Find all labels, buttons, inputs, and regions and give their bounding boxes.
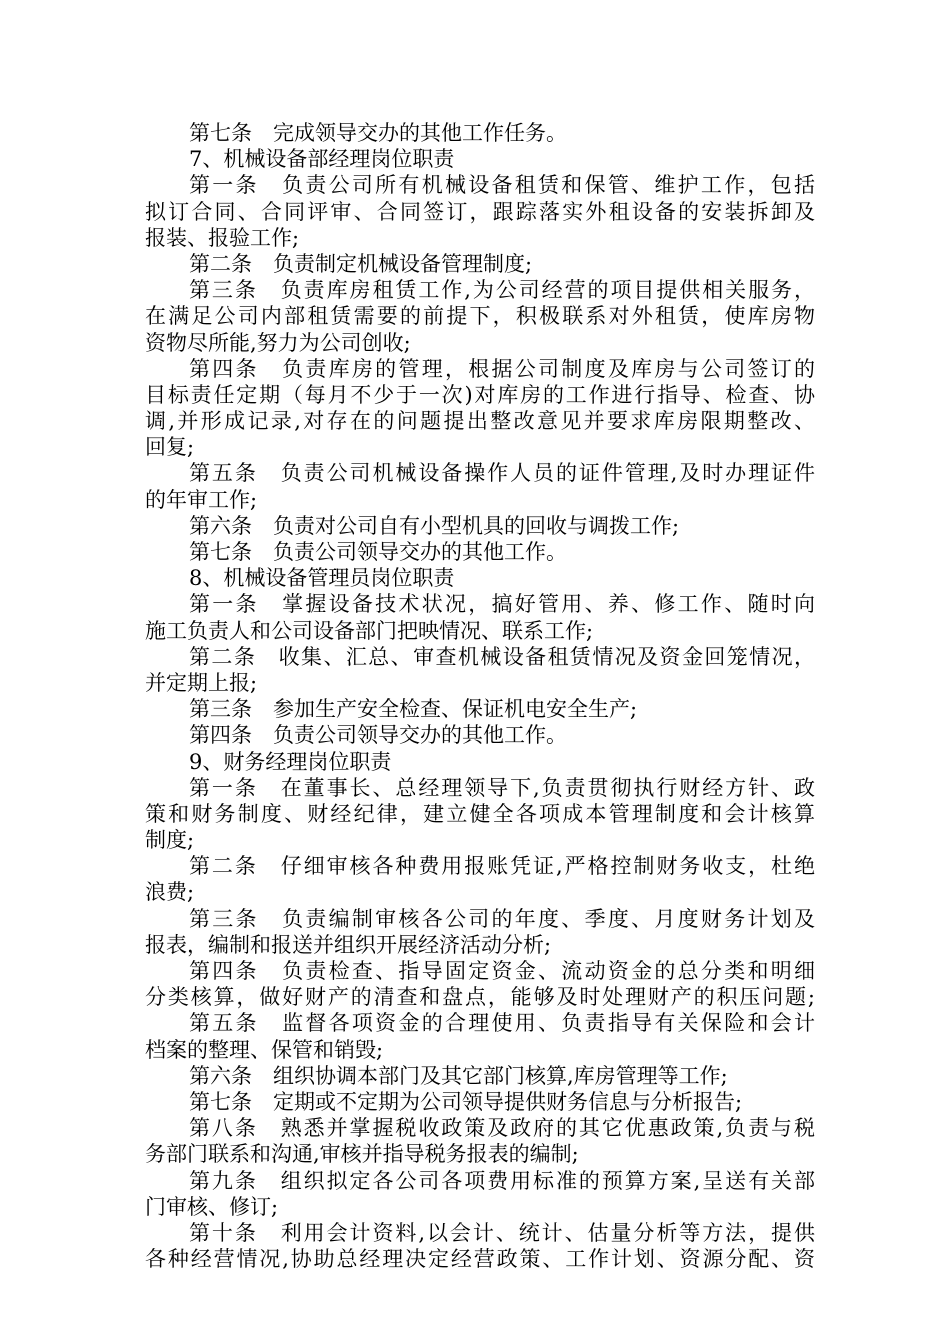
text-line: 第一条 负责公司所有机械设备租赁和保管、维护工作，包括 [189,173,815,198]
text-line: 目标责任定期（每月不少于一次)对库房的工作进行指导、检查、协 [145,382,815,407]
text-line: 第二条 负责制定机械设备管理制度; [189,251,533,276]
text-line: 第一条 掌握设备技术状况，搞好管用、养、修工作、随时向 [189,592,815,617]
text-line: 第一条 在董事长、总经理领导下,负责贯彻执行财经方针、政 [189,775,815,800]
text-line: 报装、报验工作; [145,225,300,250]
text-line: 务部门联系和沟通,审核并指导税务报表的编制; [145,1142,579,1167]
text-line: 第八条 熟悉并掌握税收政策及政府的其它优惠政策,负责与税 [189,1116,815,1141]
text-line: 7、机械设备部经理岗位职责 [189,147,455,172]
text-line: 第二条 仔细审核各种费用报账凭证,严格控制财务收支，杜绝 [189,854,815,879]
text-line: 第三条 负责库房租赁工作,为公司经营的项目提供相关服务， [189,278,815,303]
text-line: 拟订合同、合同评审、合同签订，跟踪落实外租设备的安装拆卸及 [145,199,815,224]
text-line: 第四条 负责公司领导交办的其他工作。 [189,723,567,748]
text-line: 第六条 组织协调本部门及其它部门核算,库房管理等工作; [189,1063,728,1088]
text-line: 调,并形成记录,对存在的问题提出整改意见并要求库房限期整改、 [145,409,815,434]
text-line: 第七条 定期或不定期为公司领导提供财务信息与分析报告; [189,1089,743,1114]
text-line: 第九条 组织拟定各公司各项费用标准的预算方案,呈送有关部 [189,1168,815,1193]
text-line: 资物尽所能,努力为公司创收; [145,330,411,355]
text-line: 在满足公司内部租赁需要的前提下，积极联系对外租赁，使库房物 [145,304,815,329]
text-line: 第二条 收集、汇总、审查机械设备租赁情况及资金回笼情况， [189,644,815,669]
text-line: 第七条 完成领导交办的其他工作任务。 [189,121,567,145]
text-line: 第三条 负责编制审核各公司的年度、季度、月度财务计划及 [189,906,815,931]
text-line: 回复; [145,435,195,460]
text-line: 9、财务经理岗位职责 [189,749,392,774]
text-line: 第五条 负责公司机械设备操作人员的证件管理,及时办理证件 [189,461,815,486]
text-line: 的年审工作; [145,487,258,512]
text-line: 第七条 负责公司领导交办的其他工作。 [189,540,567,564]
text-line: 浪费; [145,880,195,905]
text-line: 门审核、修订; [145,1194,279,1219]
text-line: 第五条 监督各项资金的合理使用、负责指导有关保险和会计 [189,1011,815,1036]
text-line: 并定期上报; [145,670,258,695]
text-line: 策和财务制度、财经纪律，建立健全各项成本管理制度和会计核算 [145,801,815,826]
text-line: 第六条 负责对公司自有小型机具的回收与调拨工作; [189,513,680,538]
text-line: 档案的整理、保管和销毁; [145,1037,384,1062]
text-line: 报表，编制和报送并组织开展经济活动分析; [145,932,552,957]
text-line: 分类核算，做好财产的清查和盘点，能够及时处理财产的积压问题; [145,985,815,1010]
document-page [145,120,815,1272]
text-line: 第三条 参加生产安全检查、保证机电安全生产; [189,697,638,722]
text-line: 制度; [145,828,195,853]
text-line: 施工负责人和公司设备部门把映情况、联系工作; [145,618,594,643]
text-line: 第四条 负责库房的管理，根据公司制度及库房与公司签订的 [189,356,815,381]
text-line: 各种经营情况,协助总经理决定经营政策、工作计划、资源分配、资 [145,1247,815,1272]
text-line: 8、机械设备管理员岗位职责 [189,566,455,591]
text-line: 第十条 利用会计资料,以会计、统计、估量分析等方法，提供 [189,1220,815,1245]
text-line: 第四条 负责检查、指导固定资金、流动资金的总分类和明细 [189,959,815,983]
